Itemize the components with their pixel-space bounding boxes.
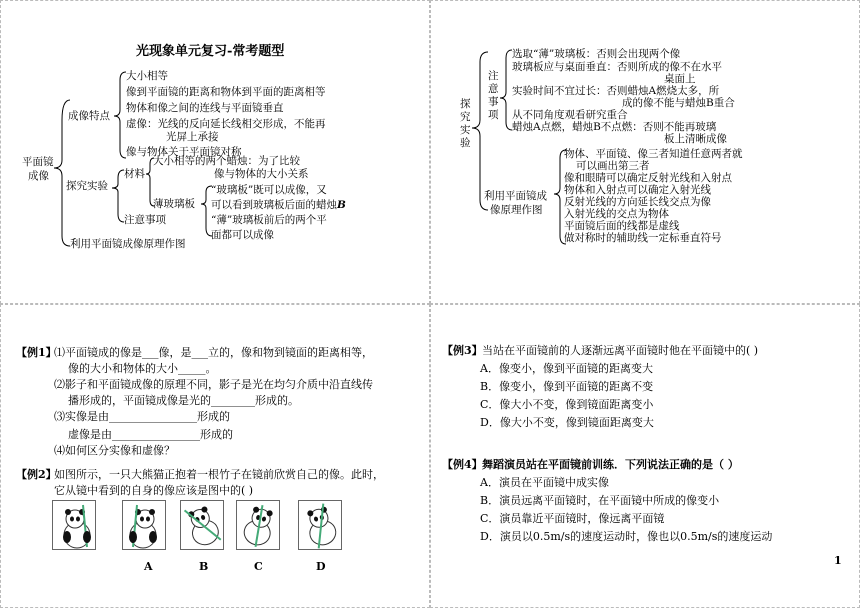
imaging-item: 大小相等 [126,70,168,82]
option-label-b: B [199,560,209,573]
ex3-tag: 【例3】 [442,344,483,357]
ex3-option[interactable]: A．像变小，像到平面镜的距离变大 [480,362,653,375]
branch-material: 材料 [124,168,145,180]
branch-imaging: 成像特点 [68,110,110,122]
panda-original-image [52,500,96,550]
ex3-option[interactable]: B．像变小，像到平面镜的距离不变 [480,380,654,393]
note-item: 成的像不能与蜡烛B重合 [622,97,735,109]
ex4-option[interactable]: C．演员靠近平面镜时，像远离平面镜 [480,512,665,525]
imaging-item: 像与物体关于平面镜对称 [126,146,242,158]
ex2-line: 如图所示，一只大熊猫正抱着一根竹子在镜前欣赏自己的像。此时， [54,468,384,481]
page-number: 1 [834,554,842,567]
glass-line: “玻璃板”既可以成像，又 [211,184,327,196]
note-item: 蜡烛A点燃，蜡烛B不点燃：否则不能再玻璃 [512,121,717,133]
principle-item: 反射光线的方向延长线交点为像 [564,196,711,208]
slide1-title: 光现象单元复习-常考题型 [136,44,285,59]
panda-option-b-image[interactable] [180,500,224,550]
ex2-tag: 【例2】 [16,468,57,481]
panda-option-c-image[interactable] [236,500,280,550]
option-label-a: A [144,560,153,573]
explore-label: 探 究 实 验 [460,98,471,149]
option-label-d: D [316,560,326,573]
ex4-option[interactable]: A．演员在平面镜中成实像 [480,476,609,489]
ex4-question: 舞蹈演员站在平面镜前训练．下列说法正确的是（ ） [482,458,739,471]
candles-line: 像与物体的大小关系 [214,168,309,180]
panda-option-d-image[interactable] [298,500,342,550]
principle-label-line2: 像原理作图 [490,204,543,216]
ex1-line: 虚像是由________________形成的 [68,428,233,441]
principle-label-line1: 利用平面镜成 [484,190,547,202]
ex2-line: 它从镜中看到的自身的像应该是图中的( ) [54,484,254,497]
root-label-line1: 平面镜 [22,156,54,168]
principle-item: 可以画出第三者 [576,160,650,172]
notes-label: 注 意 事 项 [488,70,499,121]
imaging-item: 虚像：光线的反向延长线相交形成，不能再 [126,118,326,130]
ex4-option[interactable]: D．演员以0.5m/s的速度运动时，像也以0.5m/s的速度运动 [480,530,773,543]
glass-line: 可以看到玻璃板后面的蜡烛B [211,199,346,211]
note-item: 板上清晰成像 [664,133,727,145]
root-label-line2: 成像 [28,170,49,182]
ex4-option[interactable]: B．演员远离平面镜时，在平面镜中所成的像变小 [480,494,720,507]
note-item: 实验时间不宜过长：否则蜡烛A燃烧太多，所 [512,85,720,97]
note-item: 玻璃板应与桌面垂直：否则所成的像不在水平 [512,61,722,73]
ex1-line: ⑵影子和平面镜成像的原理不同，影子是光在均匀介质中沿直线传 [54,378,373,391]
note-item: 从不同角度观看研究重合 [512,109,628,121]
branch-principle: 利用平面镜成像原理作图 [70,238,186,250]
note-item: 桌面上 [664,73,696,85]
imaging-item: 物体和像之间的连线与平面镜垂直 [126,102,284,114]
glass-line: “薄”玻璃板前后的两个平 [211,214,327,226]
principle-item: 物体、平面镜、像三者知道任意两者就 [564,148,743,160]
principle-item: 平面镜后面的线都是虚线 [564,220,680,232]
principle-item: 入射光线的交点为物体 [564,208,669,220]
principle-item: 像和眼睛可以确定反射光线和入射点 [564,172,732,184]
note-item: 选取“薄”玻璃板：否则会出现两个像 [512,48,681,60]
principle-item: 做对称时的辅助线一定标垂直符号 [564,232,722,244]
candles-line: 大小相等的两个蜡烛：为了比较 [153,155,300,167]
ex1-line: ⑷如何区分实像和虚像？ [54,444,175,457]
branch-glass: 薄玻璃板 [153,198,195,210]
branch-explore: 探究实验 [66,180,108,192]
ex3-question: 当站在平面镜前的人逐渐远离平面镜时他在平面镜中的( ) [482,344,759,357]
ex1-line: ⑴平面镜成的像是___像，是___立的，像和物到镜面的距离相等， [54,346,373,359]
option-label-c: C [254,560,263,573]
imaging-item: 光屏上承接 [166,131,219,143]
principle-item: 物体和入射点可以确定入射光线 [564,184,711,196]
ex1-tag: 【例1】 [16,346,57,359]
ex4-tag: 【例4】 [442,458,483,471]
glass-line: 面都可以成像 [211,229,274,241]
imaging-item: 像到平面镜的距离和物体到平面的距离相等 [126,86,326,98]
ex1-line: ⑶实像是由________________形成的 [54,410,230,423]
ex3-option[interactable]: C．像大小不变，像到镜面距离变小 [480,398,654,411]
branch-notes: 注意事项 [124,214,166,226]
ex1-line: 像的大小和物体的大小_____。 [68,362,217,375]
ex3-option[interactable]: D．像大小不变，像到镜面距离变大 [480,416,654,429]
panda-option-a-image[interactable] [122,500,166,550]
ex1-line: 播形成的，平面镜成像是光的________形成的。 [68,394,299,407]
